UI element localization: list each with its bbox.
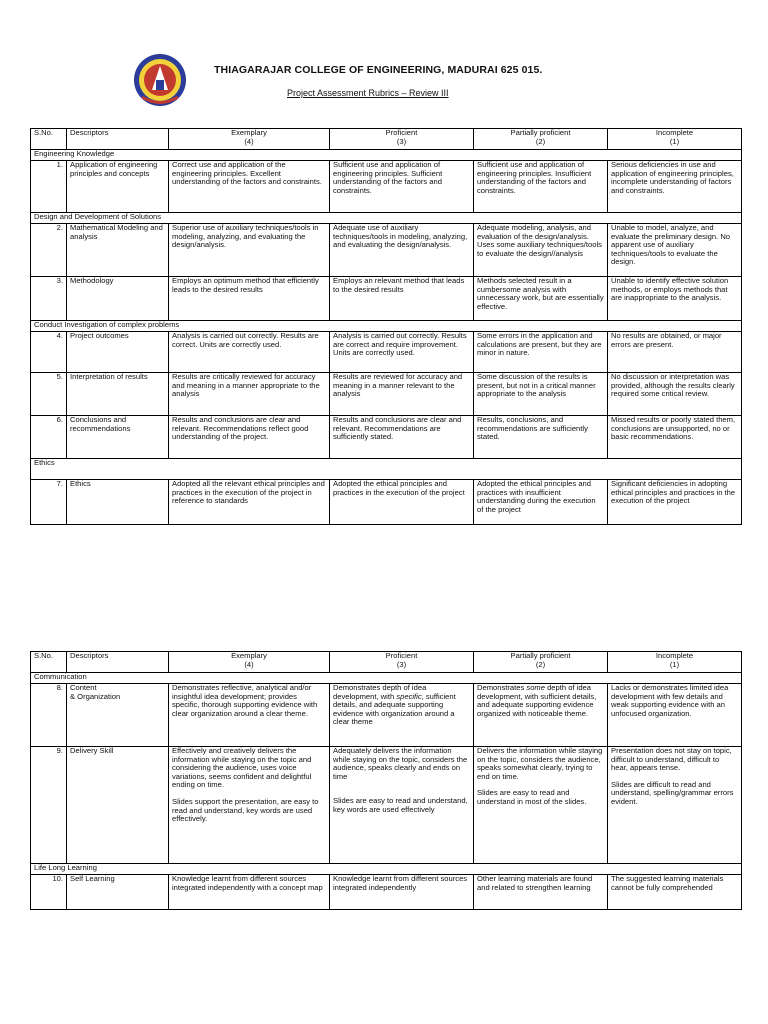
- cell-proficient: Adopted the ethical principles and practices in the execution of the project: [330, 480, 474, 525]
- exemplary-label: Exemplary: [231, 651, 267, 660]
- col-header-partially-proficient: [474, 129, 608, 150]
- cell-proficient: Sufficient use and application of engineering principles. Sufficient understanding of the factors and constraints.: [330, 161, 474, 213]
- section-communication: Communication: [31, 673, 742, 684]
- cell-exemplary: Superior use of auxiliary techniques/tools in modeling, analyzing, and evaluating the design/analysis.: [169, 224, 330, 277]
- row-descriptor: Project outcomes: [67, 332, 169, 373]
- cell-exemplary: Demonstrates reflective, analytical and/or insightful idea development; provides specific, thorough supporting evidence with clear organization around a clear theme.: [169, 684, 330, 747]
- cell-incomplete: [608, 747, 742, 864]
- cell-exemplary: [169, 747, 330, 864]
- exemplary-score: (4): [244, 136, 254, 146]
- exemplary-score: (4): [244, 659, 254, 669]
- cell-partially-proficient: [474, 684, 608, 747]
- col-header-descriptors: Descriptors: [67, 652, 169, 673]
- cell-incomplete: Missed results or poorly stated them, conclusions are unsupported, no or basic recommendations.: [608, 416, 742, 459]
- rubric-table-1: [30, 128, 742, 525]
- proficient-label: Proficient: [385, 651, 418, 660]
- row-descriptor: Methodology: [67, 277, 169, 321]
- text-run: Demonstrates: [477, 683, 527, 692]
- cell-partially-proficient: Some discussion of the results is present, but not in a critical manner appropriate to the analysis: [474, 373, 608, 416]
- cell-paragraph: Presentation does not stay on topic, difficult to understand, difficult to hear, appears tense.: [611, 746, 732, 773]
- proficient-score: (3): [396, 136, 407, 146]
- row-number: 1.: [31, 161, 67, 213]
- cell-partially-proficient: Methods selected result in a cumbersome analysis with unnecessary work, but are essentially effective.: [474, 277, 608, 321]
- proficient-score: (3): [396, 659, 407, 669]
- col-header-sno: S.No.: [31, 652, 67, 673]
- text-run: Demonstrates depth of idea development, with: [333, 683, 427, 701]
- row-number: 3.: [31, 277, 67, 321]
- table-row: [31, 277, 742, 321]
- row-number: 10.: [31, 875, 67, 910]
- row-descriptor: Interpretation of results: [67, 373, 169, 416]
- section-design-development: Design and Development of Solutions: [31, 213, 742, 224]
- row-descriptor: Conclusions and recommendations: [67, 416, 169, 459]
- table-row: [31, 875, 742, 910]
- cell-proficient: Employs an relevant method that leads to the desired results: [330, 277, 474, 321]
- col-header-proficient: [330, 129, 474, 150]
- table-header-row: [31, 652, 742, 673]
- cell-exemplary: Adopted all the relevant ethical principles and practices in the execution of the project in reference to standards: [169, 480, 330, 525]
- row-number: 5.: [31, 373, 67, 416]
- table-row: [31, 684, 742, 747]
- cell-incomplete: No results are obtained, or major errors are present.: [608, 332, 742, 373]
- col-header-incomplete: [608, 652, 742, 673]
- cell-proficient: Results are reviewed for accuracy and meaning in a manner relevant to the analysis: [330, 373, 474, 416]
- col-header-sno: S.No.: [31, 129, 67, 150]
- table-row: [31, 480, 742, 525]
- cell-paragraph: Delivers the information while staying on the topic, considers the audience, speaks somewhat clearly, trying to end on time.: [477, 746, 603, 781]
- cell-partially-proficient: Results, conclusions, and recommendations are sufficiently stated.: [474, 416, 608, 459]
- row-descriptor: Application of engineering principles and concepts: [67, 161, 169, 213]
- row-descriptor: Self Learning: [67, 875, 169, 910]
- row-number: 7.: [31, 480, 67, 525]
- cell-paragraph: Adequately delivers the information while staying on the topic, considers the audience, speaks clearly and ends on time: [333, 746, 468, 781]
- row-number: 9.: [31, 747, 67, 864]
- cell-partially-proficient: Some errors in the application and calculations are present, but they are minor in nature.: [474, 332, 608, 373]
- incomplete-label: Incomplete: [655, 651, 694, 660]
- section-ethics: Ethics: [31, 459, 742, 480]
- cell-paragraph: Slides support the presentation, are easy to read and understand, key words are used effectively.: [172, 796, 319, 824]
- descriptor-line: & Organization: [70, 691, 121, 701]
- cell-proficient: Analysis is carried out correctly. Results are correct and require improvement. Units are correctly used.: [330, 332, 474, 373]
- table-row: [31, 161, 742, 213]
- col-header-incomplete: [608, 129, 742, 150]
- table-row: [31, 332, 742, 373]
- cell-proficient: Adequate use of auxiliary techniques/tools in modeling, analyzing, and evaluating the design/analysis.: [330, 224, 474, 277]
- descriptor-line: Content: [70, 683, 97, 692]
- cell-proficient: Knowledge learnt from different sources integrated independently: [330, 875, 474, 910]
- cell-exemplary: Employs an optimum method that efficiently leads to the desired results: [169, 277, 330, 321]
- emphasis-text: some: [526, 683, 545, 692]
- table-row: [31, 373, 742, 416]
- partial-label: Partially proficient: [510, 651, 571, 660]
- col-header-exemplary: [169, 129, 330, 150]
- cell-incomplete: The suggested learning materials cannot be fully comprehended: [608, 875, 742, 910]
- college-title: THIAGARAJAR COLLEGE OF ENGINEERING, MADURAI 625 015.: [214, 64, 543, 76]
- col-header-descriptors: Descriptors: [67, 129, 169, 150]
- exemplary-label: Exemplary: [231, 128, 267, 137]
- cell-incomplete: Serious deficiencies in use and application of engineering principles, incomplete understanding of factors and constraints.: [608, 161, 742, 213]
- cell-partially-proficient: Sufficient use and application of engineering principles. Insufficient understanding of the factors and constraints.: [474, 161, 608, 213]
- cell-incomplete: Significant deficiencies in adopting ethical principles and practices in the execution of the project: [608, 480, 742, 525]
- cell-paragraph: Effectively and creatively delivers the information while staying on the topic and considering the audience, uses voice variations, seems confident and delightful ending on time.: [172, 746, 312, 790]
- cell-paragraph: Slides are easy to read and understand in most of the slides.: [477, 788, 587, 806]
- cell-proficient: [330, 684, 474, 747]
- row-descriptor: [67, 684, 169, 747]
- row-descriptor: Ethics: [67, 480, 169, 525]
- cell-proficient: Results and conclusions are clear and relevant. Recommendations are sufficiently stated.: [330, 416, 474, 459]
- cell-exemplary: Results are critically reviewed for accuracy and meaning in a manner appropriate to the analysis: [169, 373, 330, 416]
- text-run: , sufficient details, and adequate supporting evidence with organization around a clear theme: [333, 691, 456, 727]
- cell-paragraph: Slides are difficult to read and understand, spelling/grammar errors evident.: [611, 779, 734, 806]
- emphasis-text: specific: [396, 691, 422, 701]
- partial-score: (2): [535, 659, 546, 669]
- incomplete-score: (1): [669, 659, 680, 669]
- section-life-long-learning: Life Long Learning: [31, 864, 742, 875]
- row-descriptor: Mathematical Modeling and analysis: [67, 224, 169, 277]
- text-run: depth of idea development, with sufficient details, and adequate supporting evidence organized with noticeable theme.: [477, 683, 597, 718]
- table-row: [31, 747, 742, 864]
- row-number: 8.: [31, 684, 67, 747]
- col-header-partially-proficient: [474, 652, 608, 673]
- cell-exemplary: Analysis is carried out correctly. Results are correct. Units are correctly used.: [169, 332, 330, 373]
- proficient-label: Proficient: [385, 128, 418, 137]
- college-emblem-logo: [131, 52, 189, 110]
- cell-partially-proficient: Other learning materials are found and related to strengthen learning: [474, 875, 608, 910]
- cell-incomplete: Unable to model, analyze, and evaluate the preliminary design. No apparent use of auxiliary techniques/tools to evaluate the design.: [608, 224, 742, 277]
- cell-partially-proficient: [474, 747, 608, 864]
- row-number: 4.: [31, 332, 67, 373]
- section-engineering-knowledge: Engineering Knowledge: [31, 150, 742, 161]
- table-row: [31, 416, 742, 459]
- cell-partially-proficient: Adequate modeling, analysis, and evaluation of the design/analysis. Uses some auxiliary techniques/tools to evaluate the design//analysis: [474, 224, 608, 277]
- col-header-exemplary: [169, 652, 330, 673]
- cell-paragraph: Slides are easy to read and understand, key words are used effectively: [333, 796, 468, 814]
- rubric-table-2: [30, 651, 742, 910]
- cell-incomplete: Unable to identify effective solution methods, or employs methods that are inappropriate to the analysis.: [608, 277, 742, 321]
- col-header-proficient: [330, 652, 474, 673]
- section-conduct-investigation: Conduct Investigation of complex problems: [31, 321, 742, 332]
- incomplete-score: (1): [669, 136, 680, 146]
- cell-incomplete: Lacks or demonstrates limited idea development with few details and weak supporting evidence with an unfocused organization.: [608, 684, 742, 747]
- cell-incomplete: No discussion or interpretation was provided, although the results clearly required some critical review.: [608, 373, 742, 416]
- cell-exemplary: Results and conclusions are clear and relevant. Recommendations reflect good understanding of the project.: [169, 416, 330, 459]
- cell-partially-proficient: Adopted the ethical principles and practices with insufficient understanding during the execution of the project: [474, 480, 608, 525]
- partial-label: Partially proficient: [510, 128, 571, 137]
- table-header-row: [31, 129, 742, 150]
- cell-proficient: [330, 747, 474, 864]
- cell-exemplary: Knowledge learnt from different sources integrated independently with a concept map: [169, 875, 330, 910]
- cell-exemplary: Correct use and application of the engineering principles. Excellent understanding of the factors and constraints.: [169, 161, 330, 213]
- incomplete-label: Incomplete: [655, 128, 694, 137]
- row-descriptor: Delivery Skill: [67, 747, 169, 864]
- table-row: [31, 224, 742, 277]
- partial-score: (2): [535, 136, 546, 146]
- row-number: 6.: [31, 416, 67, 459]
- row-number: 2.: [31, 224, 67, 277]
- document-subtitle: Project Assessment Rubrics – Review III: [287, 88, 449, 98]
